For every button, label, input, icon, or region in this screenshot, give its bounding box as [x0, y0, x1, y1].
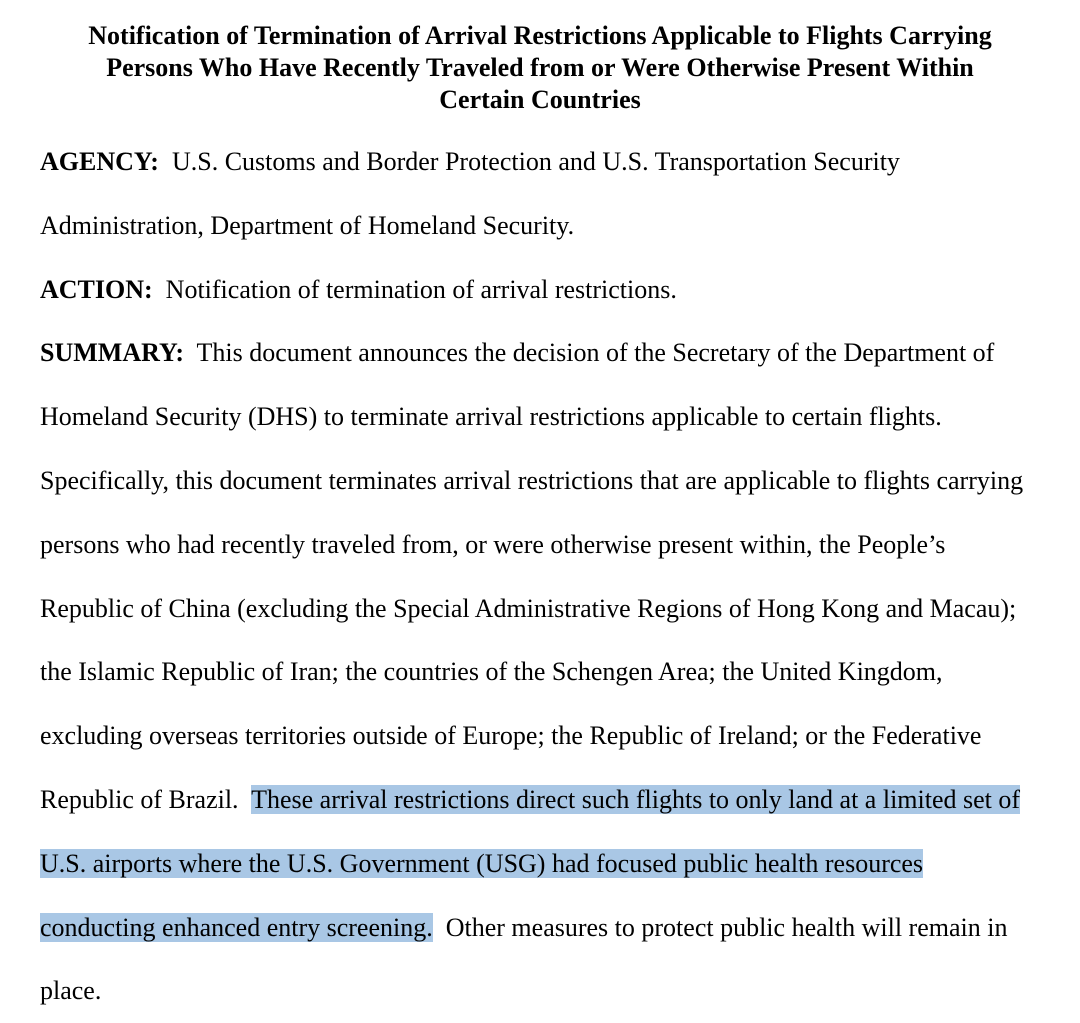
title-line-1: Notification of Termination of Arrival Restrictions Applicable to Flights Carrying: [88, 21, 992, 50]
summary-label: SUMMARY:: [40, 338, 185, 368]
document-title: [40, 20, 1040, 116]
agency-label: AGENCY:: [40, 147, 159, 176]
summary-closing-text: Other measures to protect public health will remain in place.: [40, 912, 1008, 1006]
summary-text: This document announces the decision of the Secretary of the Department of Homeland Security (DHS) to terminate arrival restrictions applicable to certain flights. Specifically, this document terminates arrival restrictions that are applicable to flights carrying persons who had recently traveled from, or were otherwise present within, the People’s Republic of China (excluding the Special Administrative Regions of Hong Kong and Macau); the Islamic Republic of Iran; the countries of the Schengen Area; the United Kingdom, excluding overseas territories outside of Europe; the Republic of Ireland; or the Federative Republic of Brazil.: [40, 338, 1024, 814]
action-label: ACTION:: [40, 274, 153, 304]
title-line-2: Persons Who Have Recently Traveled from or Were Otherwise Present Within: [106, 53, 974, 82]
summary-paragraph: [40, 321, 1040, 1023]
action-paragraph: [40, 258, 1040, 322]
title-line-3: Certain Countries: [439, 85, 641, 114]
action-text: Notification of termination of arrival restrictions.: [165, 274, 677, 304]
selected-text-highlight[interactable]: These arrival restrictions direct such flights to only land at a limited set of U.S. airports where the U.S. Government (USG) had focused public health resources conducting enhanced entry screening.: [40, 784, 1021, 942]
agency-text: U.S. Customs and Border Protection and U.S. Transportation Security Administration, Department of Homeland Security.: [40, 147, 900, 240]
agency-paragraph: [40, 130, 1040, 258]
